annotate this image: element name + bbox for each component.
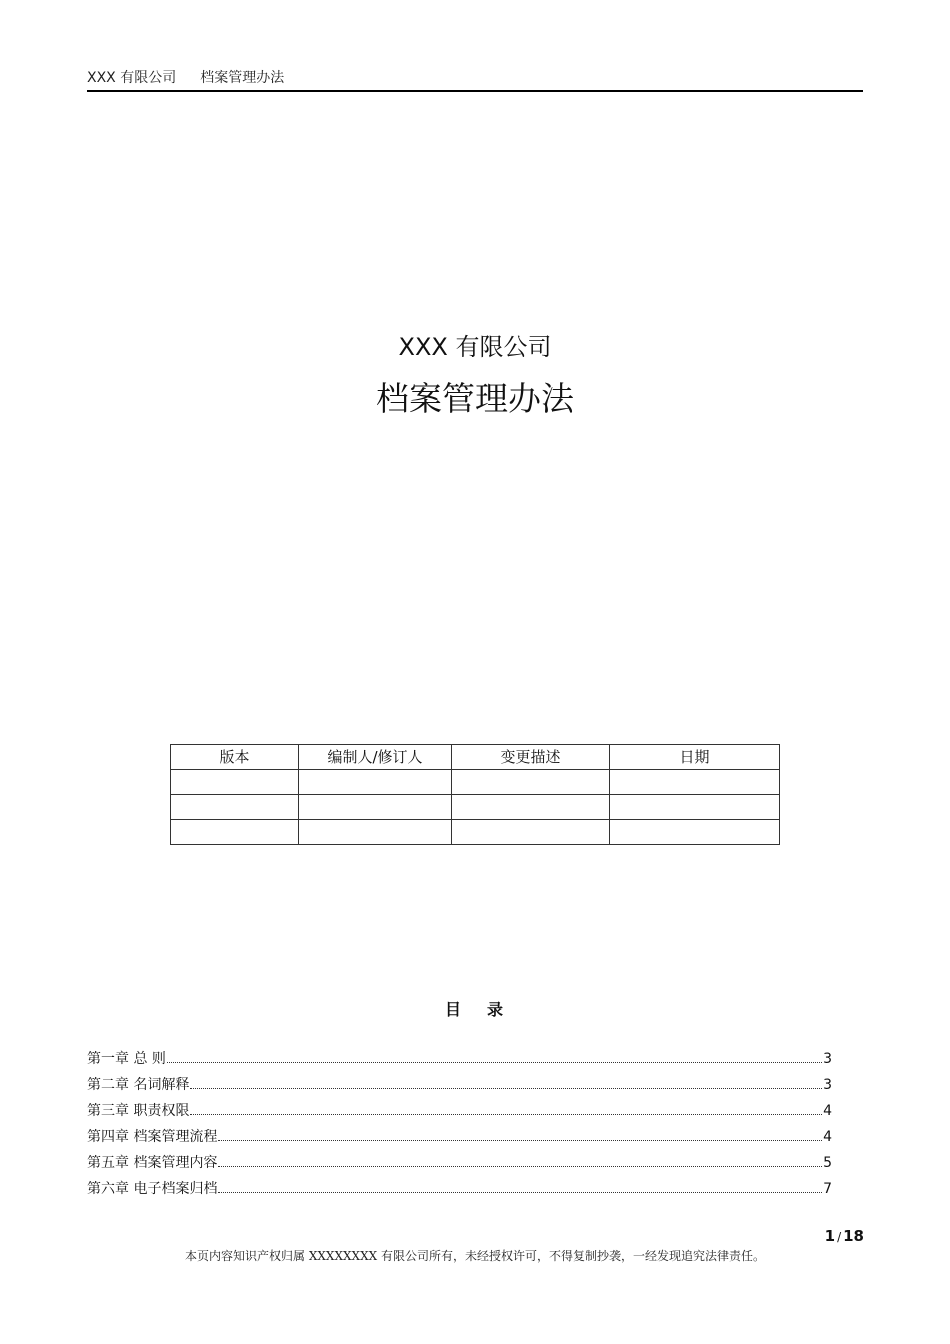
toc-entry-page: 4: [823, 1129, 832, 1145]
page-number: [780, 1226, 864, 1247]
table-row: [171, 795, 780, 820]
toc-leader-dots: [190, 1098, 822, 1115]
cover-company-name: XXX 有限公司: [398, 333, 552, 361]
toc-entry-chapter-2[interactable]: [87, 1072, 832, 1098]
toc-entry-page: 3: [823, 1051, 832, 1067]
column-header-version: 版本: [171, 745, 299, 770]
toc-entry-page: 5: [823, 1155, 832, 1171]
toc-entry-chapter-3[interactable]: [87, 1098, 832, 1124]
toc-entry-label: 第六章 电子档案归档: [87, 1181, 218, 1197]
toc-entry-chapter-4[interactable]: [87, 1124, 832, 1150]
table-cell: [299, 820, 452, 845]
header-doc-title: 档案管理办法: [200, 70, 285, 86]
toc-entry-label: 第一章 总 则: [87, 1051, 166, 1067]
table-cell: [171, 795, 299, 820]
table-cell: [171, 820, 299, 845]
column-header-change: 变更描述: [452, 745, 610, 770]
page-current: 1: [824, 1227, 836, 1245]
table-cell: [452, 770, 610, 795]
page-total: 18: [843, 1227, 864, 1245]
version-history-table: [170, 744, 780, 845]
table-of-contents: [87, 1046, 832, 1202]
cover-document-title: 档案管理办法: [376, 379, 574, 418]
table-cell: [452, 820, 610, 845]
column-header-date: 日期: [610, 745, 780, 770]
table-cell: [610, 795, 780, 820]
column-header-author: 编制人/修订人: [299, 745, 452, 770]
table-cell: [171, 770, 299, 795]
table-cell: [610, 770, 780, 795]
toc-title-left: 目: [444, 1000, 463, 1019]
toc-title-right: 录: [487, 1000, 506, 1019]
toc-entry-chapter-1[interactable]: [87, 1046, 832, 1072]
toc-entry-page: 3: [823, 1077, 832, 1093]
toc-leader-dots: [167, 1046, 822, 1063]
table-cell: [610, 820, 780, 845]
toc-title: [0, 998, 950, 1022]
table-cell: [299, 795, 452, 820]
copyright-footer: 本页内容知识产权归属 XXXXXXXX 有限公司所有，未经授权许可，不得复制抄袭，一经发现追究法律责任。: [185, 1249, 765, 1263]
table-header-row: [171, 745, 780, 770]
toc-leader-dots: [218, 1124, 822, 1141]
toc-entry-label: 第四章 档案管理流程: [87, 1129, 218, 1145]
toc-entry-label: 第三章 职责权限: [87, 1103, 190, 1119]
table-row: [171, 820, 780, 845]
toc-leader-dots: [218, 1176, 822, 1193]
table-row: [171, 770, 780, 795]
table-cell: [452, 795, 610, 820]
toc-entry-page: 7: [823, 1181, 832, 1197]
toc-leader-dots: [218, 1150, 822, 1167]
table-cell: [299, 770, 452, 795]
page-separator: /: [837, 1230, 842, 1244]
header-company: XXX 有限公司: [87, 70, 177, 86]
toc-leader-dots: [190, 1072, 822, 1089]
toc-entry-chapter-6[interactable]: [87, 1176, 832, 1202]
toc-entry-label: 第五章 档案管理内容: [87, 1155, 218, 1171]
page-header: [87, 68, 863, 92]
toc-entry-page: 4: [823, 1103, 832, 1119]
toc-entry-label: 第二章 名词解释: [87, 1077, 190, 1093]
toc-entry-chapter-5[interactable]: [87, 1150, 832, 1176]
